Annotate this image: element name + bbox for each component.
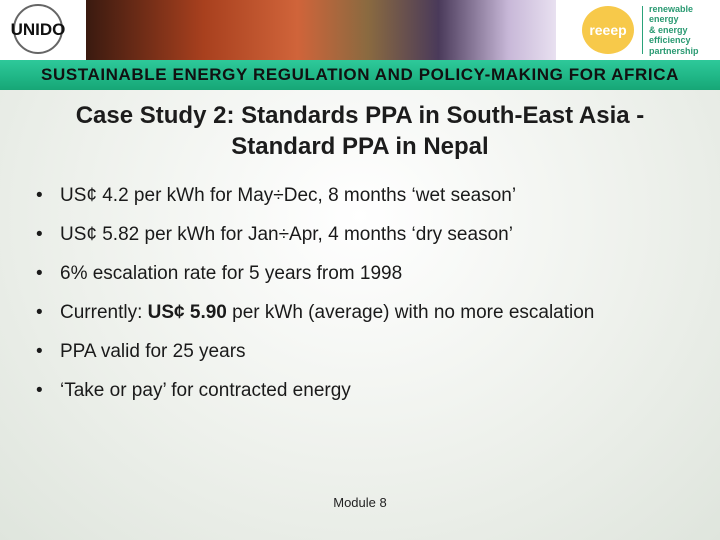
tagline-line: energy (649, 14, 679, 25)
list-item (36, 300, 676, 326)
footer-module: Module 8 (333, 495, 387, 510)
list-item (36, 261, 676, 287)
unido-logo-text: UNIDO (10, 20, 66, 39)
list-item (36, 339, 676, 365)
header (0, 0, 720, 60)
title-line-2: Standard PPA in Nepal (231, 133, 489, 160)
bullet-icon: • (36, 263, 43, 284)
unido-logo (6, 4, 70, 56)
banner-title: SUSTAINABLE ENERGY REGULATION AND POLICY-MAKING FOR AFRICA (41, 65, 679, 84)
list-item (36, 378, 676, 404)
list-item (36, 183, 676, 209)
tagline-line: & energy (649, 24, 688, 35)
banner-band (0, 60, 720, 90)
divider (642, 6, 643, 54)
bullet-icon: • (36, 341, 43, 362)
reeep-logo: reeep (582, 6, 634, 54)
banner-image (86, 0, 556, 60)
bullet-text: per kWh (average) with no more escalation (226, 302, 595, 323)
bullet-icon: • (36, 302, 43, 323)
list-item (36, 222, 676, 248)
bullet-icon: • (36, 224, 43, 245)
reeep-tagline (649, 4, 699, 56)
bullet-text: US¢ 5.82 per kWh for Jan÷Apr, 4 months ‘dry season’ (60, 224, 513, 245)
tagline-line: efficiency (649, 35, 691, 46)
bullet-icon: • (36, 380, 43, 401)
bullet-list (36, 183, 676, 417)
bullet-text: US¢ 4.2 per kWh for May÷Dec, 8 months ‘wet season’ (60, 185, 517, 206)
tagline-line: renewable (649, 4, 694, 14)
bullet-text: 6% escalation rate for 5 years from 1998 (60, 263, 403, 284)
bullet-bold-text: US¢ 5.90 (147, 302, 227, 323)
bullet-text: ‘Take or pay’ for contracted energy (60, 380, 351, 401)
bullet-text: PPA valid for 25 years (60, 341, 246, 362)
slide-title (0, 100, 720, 162)
title-line-1: Case Study 2: Standards PPA in South-East Asia - (75, 102, 645, 129)
bullet-icon: • (36, 185, 43, 206)
tagline-line: partnership (649, 45, 699, 56)
bullet-text: Currently: (60, 302, 148, 323)
